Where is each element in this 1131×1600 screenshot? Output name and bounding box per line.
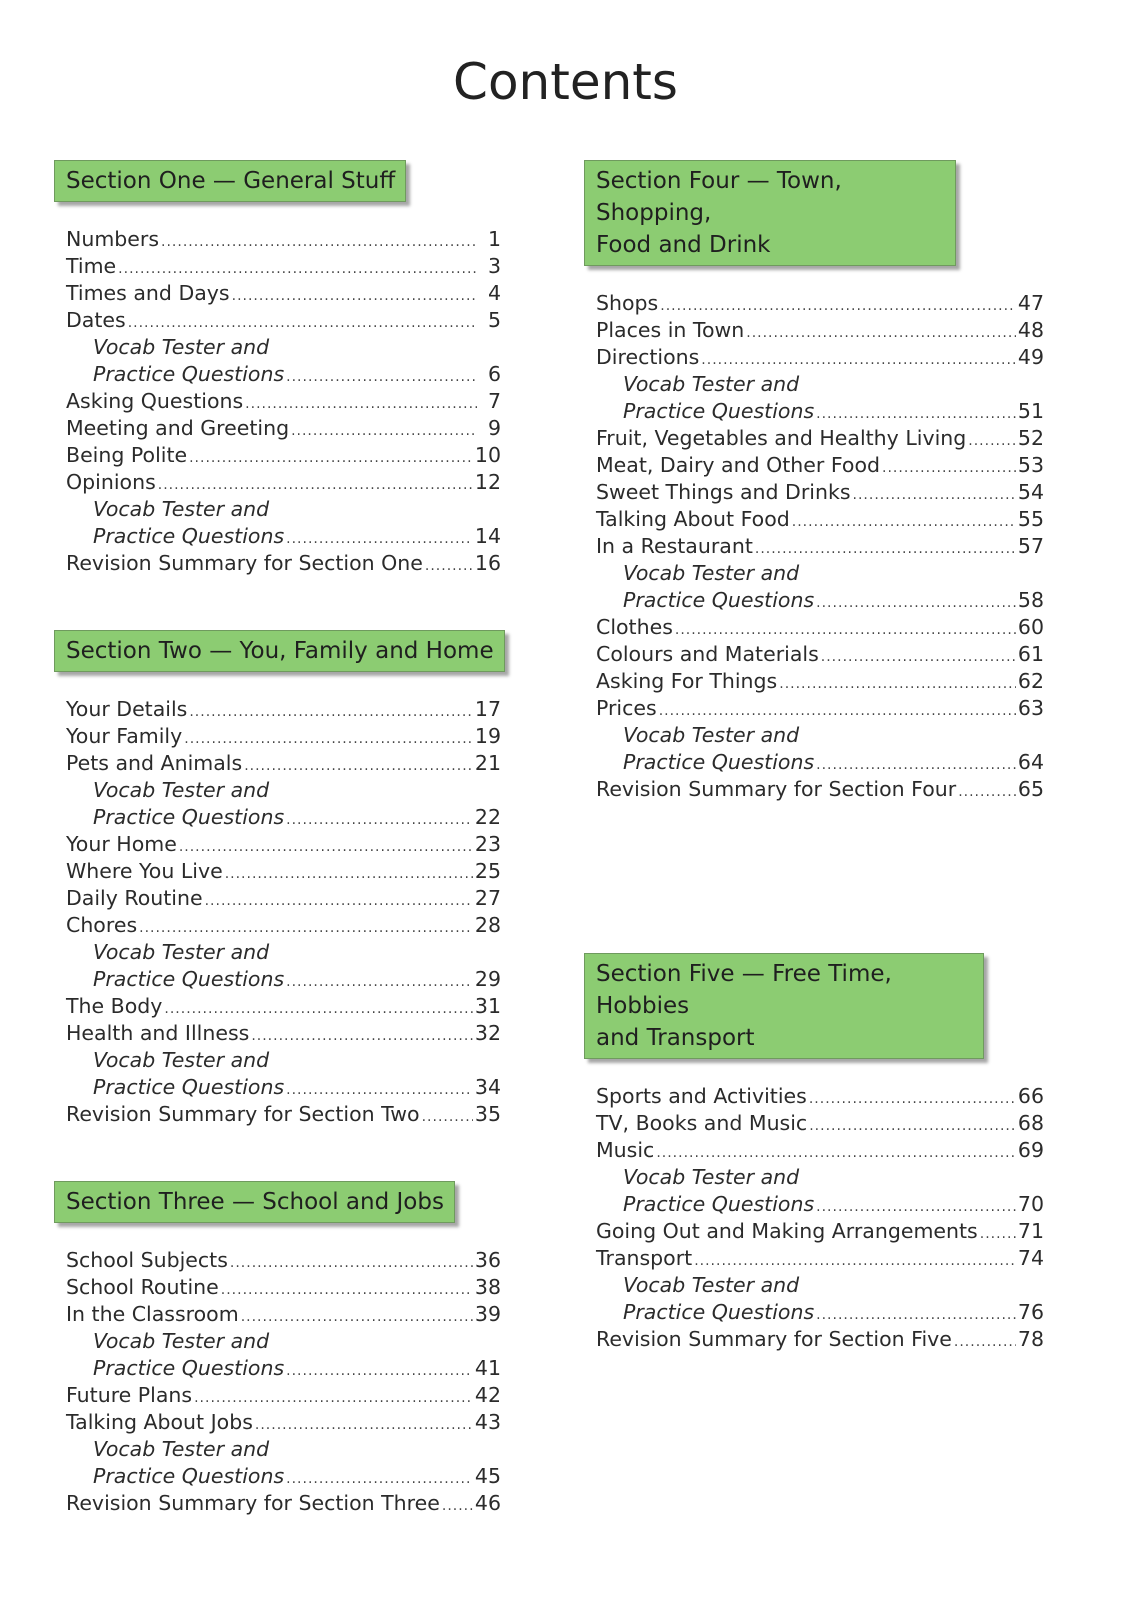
section-heading [54, 630, 505, 672]
toc-entry-label: Fruit, Vegetables and Healthy Living [596, 426, 967, 450]
toc-entry [596, 1299, 1044, 1326]
dot-leader [164, 996, 473, 1023]
toc-entry-page: 1 [487, 227, 501, 251]
toc-entry-label: Asking For Things [596, 669, 778, 693]
dot-leader [232, 283, 477, 310]
dot-leader [816, 1302, 1016, 1329]
section-three [54, 1181, 509, 1517]
toc-entry-page: 52 [1017, 426, 1044, 450]
toc-entry-label: Health and Illness [66, 1021, 250, 1045]
toc-entry-page: 78 [1017, 1327, 1044, 1351]
toc-entry-label: Practice Questions [623, 1192, 815, 1216]
toc-entry [66, 1274, 501, 1301]
toc-entry [66, 1490, 501, 1517]
toc-entry-label: Prices [596, 696, 657, 720]
toc-entry [596, 560, 1044, 587]
toc-entry-label: Opinions [66, 470, 156, 494]
toc-entry-label: Vocab Tester and [623, 561, 800, 585]
dot-leader [958, 779, 1016, 806]
toc-entry [66, 939, 501, 966]
toc-entry [66, 966, 501, 993]
dot-leader [128, 310, 477, 337]
section-heading-line: Section Four — Town, Shopping, [596, 168, 842, 226]
toc-entry-page: 25 [474, 859, 501, 883]
dot-leader [286, 1077, 473, 1104]
toc-entry [596, 587, 1044, 614]
dot-leader [189, 699, 473, 726]
toc-entry [66, 442, 501, 469]
dot-leader [809, 1113, 1016, 1140]
toc-entry-page: 51 [1017, 399, 1044, 423]
toc-entry-label: Vocab Tester and [93, 497, 270, 521]
toc-entry-page: 39 [474, 1302, 501, 1326]
toc-entry-label: Vocab Tester and [93, 1048, 270, 1072]
toc-entry-page: 22 [474, 805, 501, 829]
dot-leader [660, 293, 1016, 320]
dot-leader [442, 1493, 473, 1520]
toc-entry [66, 885, 501, 912]
dot-leader [158, 472, 473, 499]
dot-leader [161, 229, 477, 256]
toc-entry-label: Colours and Materials [596, 642, 819, 666]
dot-leader [225, 861, 473, 888]
toc-entry-page: 41 [474, 1356, 501, 1380]
toc-entry-label: Vocab Tester and [623, 372, 800, 396]
toc-entry [596, 533, 1044, 560]
dot-leader [139, 915, 473, 942]
section-heading-line: Food and Drink [596, 232, 771, 258]
toc-entry-page: 53 [1017, 453, 1044, 477]
toc-entry-label: Revision Summary for Section Three [66, 1491, 440, 1515]
toc-entry-label: Vocab Tester and [93, 940, 270, 964]
toc-entry-label: Asking Questions [66, 389, 244, 413]
toc-entry-label: Practice Questions [93, 967, 285, 991]
toc-entry-page: 69 [1017, 1138, 1044, 1162]
toc-entry-page: 65 [1017, 777, 1044, 801]
dot-leader [701, 347, 1016, 374]
dot-leader [118, 256, 477, 283]
toc-entry-label: Daily Routine [66, 886, 203, 910]
toc-entry-label: Talking About Jobs [66, 1410, 253, 1434]
toc-entry [596, 1083, 1044, 1110]
toc-entry [66, 307, 501, 334]
toc-entry [596, 1326, 1044, 1353]
toc-entry-label: Your Details [66, 697, 188, 721]
toc-entry [596, 479, 1044, 506]
toc-entry [596, 452, 1044, 479]
dot-leader [656, 1140, 1016, 1167]
dot-leader [286, 969, 473, 996]
dot-leader [286, 526, 473, 553]
toc-entry-label: Revision Summary for Section Two [66, 1102, 420, 1126]
toc-entry-page: 60 [1017, 615, 1044, 639]
toc-entry-label: Time [66, 254, 117, 278]
dot-leader [179, 834, 473, 861]
toc-entry-label: Sweet Things and Drinks [596, 480, 851, 504]
toc-entry-page: 48 [1017, 318, 1044, 342]
dot-leader [189, 445, 473, 472]
dot-leader [194, 1385, 473, 1412]
section-heading [54, 1181, 455, 1223]
toc-entry-label: Directions [596, 345, 700, 369]
toc-entry [66, 750, 501, 777]
toc-entry [66, 415, 501, 442]
dot-leader [816, 752, 1016, 779]
toc-entry [596, 722, 1044, 749]
toc-entry-page: 3 [487, 254, 501, 278]
toc-entry [596, 506, 1044, 533]
dot-leader [675, 617, 1016, 644]
page-title: Contents [453, 53, 678, 111]
toc-entry-label: In a Restaurant [596, 534, 753, 558]
section-one [54, 160, 509, 577]
dot-leader [694, 1248, 1016, 1275]
toc-entry [596, 1137, 1044, 1164]
toc-entry-label: Practice Questions [93, 1075, 285, 1099]
section-heading-line: Section Three — School and Jobs [66, 1189, 444, 1215]
toc-entry-label: Sports and Activities [596, 1084, 807, 1108]
toc-entry-label: The Body [66, 994, 163, 1018]
toc-entry-label: Revision Summary for Section Five [596, 1327, 952, 1351]
toc-entry-page: 6 [487, 362, 501, 386]
toc-entry [596, 1110, 1044, 1137]
section-heading [54, 160, 406, 202]
toc-entry [596, 1218, 1044, 1245]
dot-leader [221, 1277, 473, 1304]
toc-entry [596, 1191, 1044, 1218]
toc-entry-label: Talking About Food [596, 507, 790, 531]
toc-entry [66, 1074, 501, 1101]
toc-entry-label: Clothes [596, 615, 673, 639]
toc-entry-page: 54 [1017, 480, 1044, 504]
toc-entry [596, 1164, 1044, 1191]
toc-entry-page: 14 [474, 524, 501, 548]
toc-entry-page: 57 [1017, 534, 1044, 558]
dot-leader [882, 455, 1016, 482]
section-heading [584, 953, 984, 1059]
toc-entry-label: Being Polite [66, 443, 188, 467]
toc-entry [596, 290, 1044, 317]
toc-entry-label: Vocab Tester and [93, 1437, 270, 1461]
entry-list [54, 226, 509, 577]
toc-entry-label: Meeting and Greeting [66, 416, 290, 440]
toc-entry-label: Practice Questions [623, 1300, 815, 1324]
toc-entry-label: School Subjects [66, 1248, 228, 1272]
toc-entry-label: Shops [596, 291, 659, 315]
toc-entry-page: 62 [1017, 669, 1044, 693]
toc-entry [66, 1382, 501, 1409]
dot-leader [286, 807, 473, 834]
toc-entry-page: 12 [474, 470, 501, 494]
toc-entry-label: Meat, Dairy and Other Food [596, 453, 881, 477]
section-heading [584, 160, 956, 266]
toc-entry-page: 16 [474, 551, 501, 575]
dot-leader [255, 1412, 473, 1439]
toc-entry-page: 76 [1017, 1300, 1044, 1324]
toc-entry-page: 35 [474, 1102, 501, 1126]
section-heading-line: Section Two — You, Family and Home [66, 638, 494, 664]
dot-leader [980, 1221, 1016, 1248]
dot-leader [425, 553, 473, 580]
toc-entry-label: Transport [596, 1246, 693, 1270]
toc-entry-label: Vocab Tester and [93, 778, 270, 802]
toc-entry-label: Vocab Tester and [623, 1165, 800, 1189]
dot-leader [422, 1104, 473, 1131]
toc-entry-page: 36 [474, 1248, 501, 1272]
toc-entry [596, 641, 1044, 668]
toc-entry-page: 10 [474, 443, 501, 467]
toc-entry-page: 61 [1017, 642, 1044, 666]
toc-entry [66, 1301, 501, 1328]
toc-entry-label: Vocab Tester and [623, 1273, 800, 1297]
toc-entry-label: Going Out and Making Arrangements [596, 1219, 978, 1243]
toc-entry-label: Your Family [66, 724, 183, 748]
dot-leader [241, 1304, 473, 1331]
toc-entry-page: 31 [474, 994, 501, 1018]
toc-entry-label: TV, Books and Music [596, 1111, 808, 1135]
toc-entry [66, 777, 501, 804]
entry-list [584, 1083, 1052, 1353]
toc-entry-page: 64 [1017, 750, 1044, 774]
toc-entry [66, 496, 501, 523]
toc-entry-label: Practice Questions [623, 588, 815, 612]
dot-leader [286, 1358, 473, 1385]
toc-entry-label: Practice Questions [93, 524, 285, 548]
toc-entry-label: Practice Questions [93, 805, 285, 829]
toc-entry-label: Practice Questions [93, 362, 285, 386]
toc-entry-label: Vocab Tester and [93, 335, 270, 359]
toc-entry [596, 398, 1044, 425]
toc-entry [66, 912, 501, 939]
toc-entry-page: 9 [487, 416, 501, 440]
toc-entry [66, 550, 501, 577]
toc-entry-page: 58 [1017, 588, 1044, 612]
toc-entry-label: Numbers [66, 227, 160, 251]
toc-entry-page: 5 [487, 308, 501, 332]
toc-entry-label: School Routine [66, 1275, 219, 1299]
toc-entry-page: 4 [487, 281, 501, 305]
dot-leader [230, 1250, 473, 1277]
toc-entry [66, 1047, 501, 1074]
toc-entry-label: Chores [66, 913, 138, 937]
toc-entry-page: 71 [1017, 1219, 1044, 1243]
toc-entry-label: Dates [66, 308, 126, 332]
toc-entry [66, 831, 501, 858]
dot-leader [853, 482, 1016, 509]
dot-leader [816, 590, 1016, 617]
toc-entry-label: Vocab Tester and [93, 1329, 270, 1353]
dot-leader [251, 1023, 473, 1050]
dot-leader [291, 418, 477, 445]
toc-entry [66, 388, 501, 415]
toc-entry-label: Places in Town [596, 318, 745, 342]
section-heading-line: Section One — General Stuff [66, 168, 396, 194]
dot-leader [816, 1194, 1016, 1221]
toc-entry-page: 70 [1017, 1192, 1044, 1216]
toc-entry-page: 7 [487, 389, 501, 413]
dot-leader [746, 320, 1016, 347]
dot-leader [968, 428, 1016, 455]
toc-entry-label: Where You Live [66, 859, 223, 883]
toc-entry-page: 74 [1017, 1246, 1044, 1270]
toc-entry [596, 425, 1044, 452]
toc-entry-label: Practice Questions [93, 1356, 285, 1380]
dot-leader [184, 726, 473, 753]
toc-entry [596, 371, 1044, 398]
section-heading-line: Section Five — Free Time, Hobbies [596, 961, 892, 1019]
toc-entry-page: 66 [1017, 1084, 1044, 1108]
toc-entry-page: 47 [1017, 291, 1044, 315]
toc-entry-label: Your Home [66, 832, 177, 856]
toc-entry [66, 1020, 501, 1047]
toc-entry [596, 695, 1044, 722]
toc-entry [66, 1328, 501, 1355]
toc-entry-page: 21 [474, 751, 501, 775]
entry-list [54, 696, 509, 1128]
toc-entry-page: 55 [1017, 507, 1044, 531]
entry-list [584, 290, 1052, 803]
toc-entry [66, 361, 501, 388]
toc-entry [596, 668, 1044, 695]
toc-entry-label: Times and Days [66, 281, 230, 305]
toc-entry-page: 23 [474, 832, 501, 856]
toc-entry [596, 614, 1044, 641]
entry-list [54, 1247, 509, 1517]
dot-leader [286, 364, 477, 391]
dot-leader [816, 401, 1016, 428]
toc-entry-page: 38 [474, 1275, 501, 1299]
toc-entry [66, 1101, 501, 1128]
toc-entry-label: Revision Summary for Section Four [596, 777, 957, 801]
dot-leader [809, 1086, 1016, 1113]
toc-entry [66, 1247, 501, 1274]
section-five [584, 953, 1052, 1353]
toc-entry [66, 1436, 501, 1463]
toc-entry [66, 1409, 501, 1436]
toc-entry [596, 1245, 1044, 1272]
toc-entry-page: 46 [474, 1491, 501, 1515]
dot-leader [245, 391, 477, 418]
toc-entry-page: 63 [1017, 696, 1044, 720]
toc-entry [596, 1272, 1044, 1299]
section-heading-line: and Transport [596, 1025, 755, 1051]
dot-leader [286, 1466, 473, 1493]
dot-leader [779, 671, 1016, 698]
toc-entry-page: 42 [474, 1383, 501, 1407]
toc-entry-page: 68 [1017, 1111, 1044, 1135]
toc-entry-label: Vocab Tester and [623, 723, 800, 747]
toc-entry [66, 993, 501, 1020]
dot-leader [205, 888, 473, 915]
toc-entry-page: 29 [474, 967, 501, 991]
toc-entry-page: 32 [474, 1021, 501, 1045]
toc-entry-label: Music [596, 1138, 655, 1162]
toc-entry [66, 469, 501, 496]
toc-entry-label: Pets and Animals [66, 751, 243, 775]
toc-entry-page: 17 [474, 697, 501, 721]
toc-entry [596, 317, 1044, 344]
toc-entry-label: Practice Questions [93, 1464, 285, 1488]
toc-entry-page: 19 [474, 724, 501, 748]
toc-entry-label: Practice Questions [623, 750, 815, 774]
section-four [584, 160, 1052, 803]
dot-leader [954, 1329, 1016, 1356]
toc-entry-page: 34 [474, 1075, 501, 1099]
toc-entry-label: Practice Questions [623, 399, 815, 423]
toc-entry [66, 858, 501, 885]
toc-entry [66, 226, 501, 253]
toc-entry [66, 280, 501, 307]
dot-leader [755, 536, 1016, 563]
toc-entry [66, 253, 501, 280]
toc-entry [66, 523, 501, 550]
toc-entry [66, 1355, 501, 1382]
toc-entry-page: 45 [474, 1464, 501, 1488]
dot-leader [659, 698, 1016, 725]
dot-leader [792, 509, 1016, 536]
toc-entry-label: Revision Summary for Section One [66, 551, 423, 575]
toc-entry-label: Future Plans [66, 1383, 193, 1407]
toc-entry-label: In the Classroom [66, 1302, 239, 1326]
toc-entry [66, 723, 501, 750]
toc-entry [66, 804, 501, 831]
toc-entry [66, 334, 501, 361]
section-two [54, 630, 509, 1128]
toc-entry [596, 344, 1044, 371]
toc-entry [66, 696, 501, 723]
toc-entry-page: 28 [474, 913, 501, 937]
toc-entry-page: 43 [474, 1410, 501, 1434]
toc-entry [66, 1463, 501, 1490]
toc-entry-page: 27 [474, 886, 501, 910]
dot-leader [821, 644, 1016, 671]
toc-entry [596, 749, 1044, 776]
toc-entry-page: 49 [1017, 345, 1044, 369]
dot-leader [244, 753, 473, 780]
toc-entry [596, 776, 1044, 803]
